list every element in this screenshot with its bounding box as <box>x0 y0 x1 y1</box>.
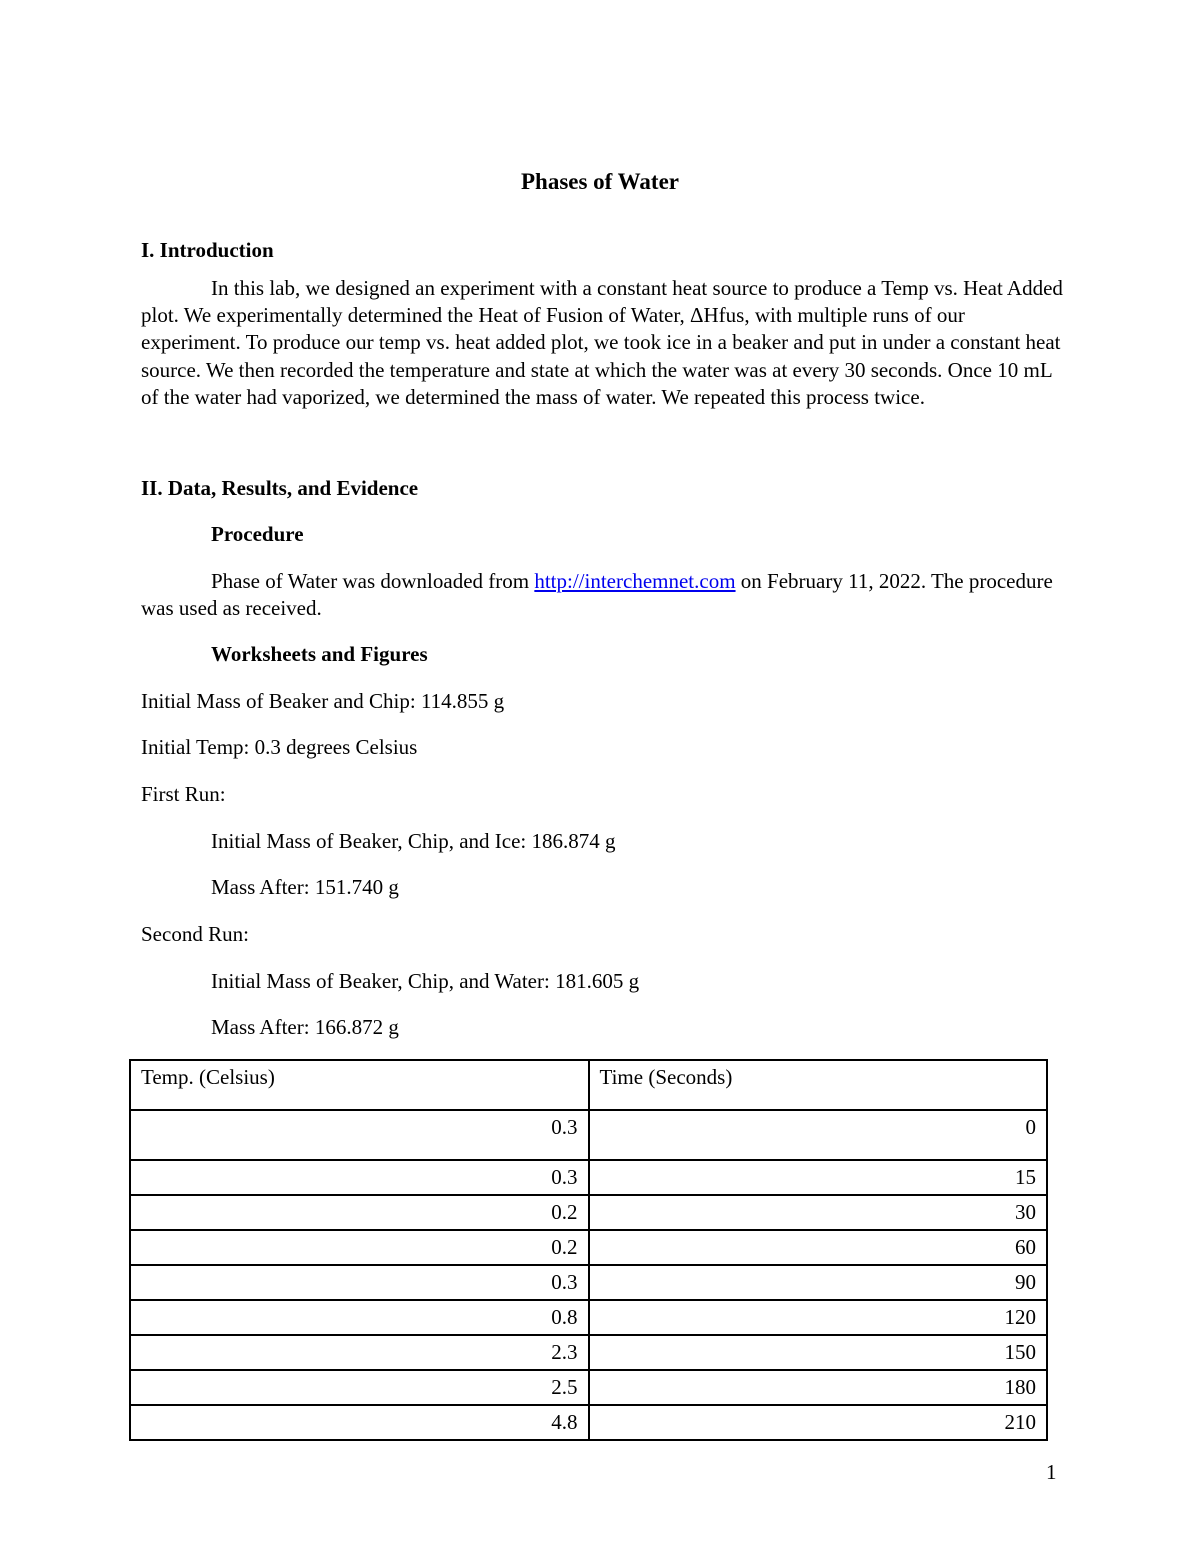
temp-time-table <box>129 1059 1048 1441</box>
table-row <box>130 1335 1047 1370</box>
procedure-text-after: on February 11, 2022. The procedure was used as received. <box>141 569 1053 621</box>
table-cell-temp: 0.8 <box>130 1300 589 1335</box>
first-run-mass-after: Mass After: 151.740 g <box>211 875 399 899</box>
interchemnet-link[interactable]: http://interchemnet.com <box>534 569 736 593</box>
table-cell-temp: 2.5 <box>130 1370 589 1405</box>
table-header-row <box>130 1060 1047 1110</box>
table-cell-time: 30 <box>589 1195 1048 1230</box>
table-row <box>130 1230 1047 1265</box>
table-cell-temp: 0.3 <box>130 1265 589 1300</box>
procedure-paragraph <box>141 568 1066 622</box>
data-section-heading: II. Data, Results, and Evidence <box>141 476 419 500</box>
table-cell-time: 120 <box>589 1300 1048 1335</box>
first-run-label: First Run: <box>141 782 226 806</box>
worksheets-heading: Worksheets and Figures <box>211 642 428 666</box>
table-cell-temp: 0.2 <box>130 1230 589 1265</box>
initial-temp-line: Initial Temp: 0.3 degrees Celsius <box>141 735 418 759</box>
intro-paragraph: In this lab, we designed an experiment with a constant heat source to produce a Temp vs. Heat Added plot. We experimentally determined the Heat of Fusion of Water, ΔHfus, with multiple runs of our experiment. To produce our temp vs. heat added plot, we took ice in a beaker and put in under a constant heat source. We then recorded the temperature and state at which the water was at every 30 seconds. Once 10 mL of the water had vaporized, we determined the mass of water. We repeated this process twice. <box>141 276 1063 409</box>
second-run-label: Second Run: <box>141 922 249 946</box>
table-header-temp: Temp. (Celsius) <box>130 1060 589 1110</box>
table-row <box>130 1265 1047 1300</box>
table-cell-temp: 2.3 <box>130 1335 589 1370</box>
intro-heading: I. Introduction <box>141 238 274 262</box>
table-cell-time: 60 <box>589 1230 1048 1265</box>
table-row <box>130 1160 1047 1195</box>
table-cell-time: 0 <box>589 1110 1048 1160</box>
procedure-text-before: Phase of Water was downloaded from <box>211 569 535 593</box>
table-row <box>130 1405 1047 1440</box>
table-cell-time: 180 <box>589 1370 1048 1405</box>
initial-mass-line: Initial Mass of Beaker and Chip: 114.855 g <box>141 689 505 713</box>
second-run-mass-after: Mass After: 166.872 g <box>211 1015 399 1039</box>
table-cell-time: 15 <box>589 1160 1048 1195</box>
page-number: 1 <box>1046 1460 1057 1484</box>
table-row <box>130 1370 1047 1405</box>
document-title: Phases of Water <box>520 169 679 194</box>
table-row <box>130 1195 1047 1230</box>
table-header-time: Time (Seconds) <box>589 1060 1048 1110</box>
table-row <box>130 1300 1047 1335</box>
table-cell-temp: 4.8 <box>130 1405 589 1440</box>
table-cell-temp: 0.3 <box>130 1110 589 1160</box>
table-cell-temp: 0.2 <box>130 1195 589 1230</box>
second-run-initial-mass: Initial Mass of Beaker, Chip, and Water: 181.605 g <box>211 969 640 993</box>
table-cell-time: 90 <box>589 1265 1048 1300</box>
procedure-heading: Procedure <box>211 522 304 546</box>
table-cell-time: 210 <box>589 1405 1048 1440</box>
first-run-initial-mass: Initial Mass of Beaker, Chip, and Ice: 186.874 g <box>211 829 616 853</box>
table-cell-time: 150 <box>589 1335 1048 1370</box>
table-row <box>130 1110 1047 1160</box>
table-cell-temp: 0.3 <box>130 1160 589 1195</box>
